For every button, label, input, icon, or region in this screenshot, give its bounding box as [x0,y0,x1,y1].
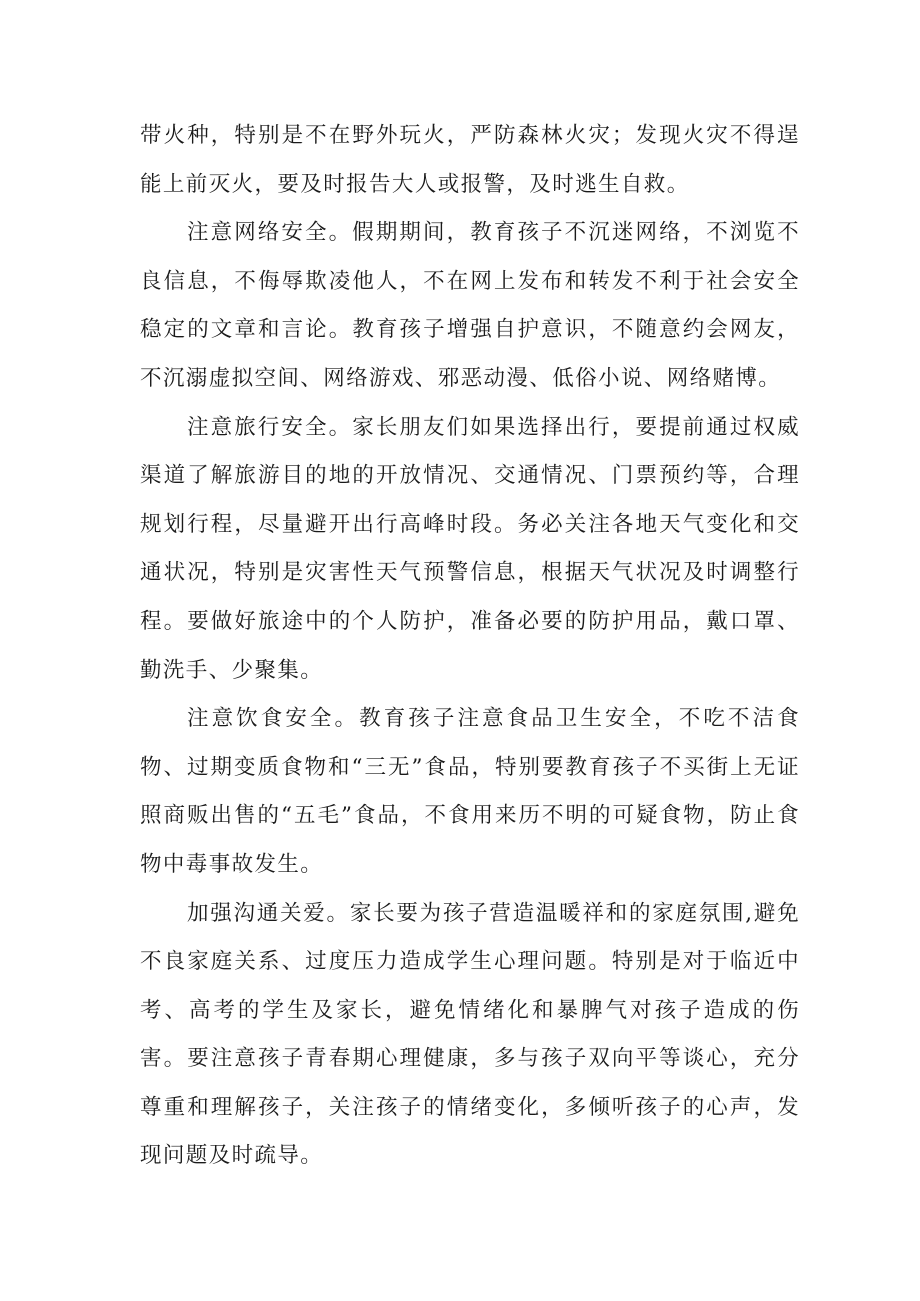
document-body [140,112,800,1181]
paragraph-travel-safety: 注意旅行安全。家长朋友们如果选择出行，要提前通过权威渠道了解旅游目的地的开放情况、交通情况、门票预约等，合理规划行程，尽量避开出行高峰时段。务必关注各地天气变化和交通状况，特别是灾害性天气预警信息，根据天气状况及时调整行程。要做好旅途中的个人防护，准备必要的防护用品，戴口罩、勤洗手、少聚集。 [140,414,800,683]
paragraph-fire-safety-continued: 带火种，特别是不在野外玩火，严防森林火灾；发现火灾不得逞能上前灭火，要及时报告大人或报警，及时逃生自救。 [140,123,800,197]
paragraph-communication-care: 加强沟通关爱。家长要为孩子营造温暖祥和的家庭氛围,避免不良家庭关系、过度压力造成学生心理问题。特别是对于临近中考、高考的学生及家长，避免情绪化和暴脾气对孩子造成的伤害。要注意孩子青春期心理健康，多与孩子双向平等谈心，充分尊重和理解孩子，关注孩子的情绪变化，多倾听孩子的心声，发现问题及时疏导。 [140,900,800,1169]
paragraph-food-safety: 注意饮食安全。教育孩子注意食品卫生安全，不吃不洁食物、过期变质食物和“三无”食品，特别要教育孩子不买街上无证照商贩出售的“五毛”食品，不食用来历不明的可疑食物，防止食物中毒事故发生。 [140,706,800,877]
paragraph-network-safety: 注意网络安全。假期期间，教育孩子不沉迷网络，不浏览不良信息，不侮辱欺凌他人，不在网上发布和转发不利于社会安全稳定的文章和言论。教育孩子增强自护意识，不随意约会网友，不沉溺虚拟空间、网络游戏、邪恶动漫、低俗小说、网络赌博。 [140,220,800,391]
